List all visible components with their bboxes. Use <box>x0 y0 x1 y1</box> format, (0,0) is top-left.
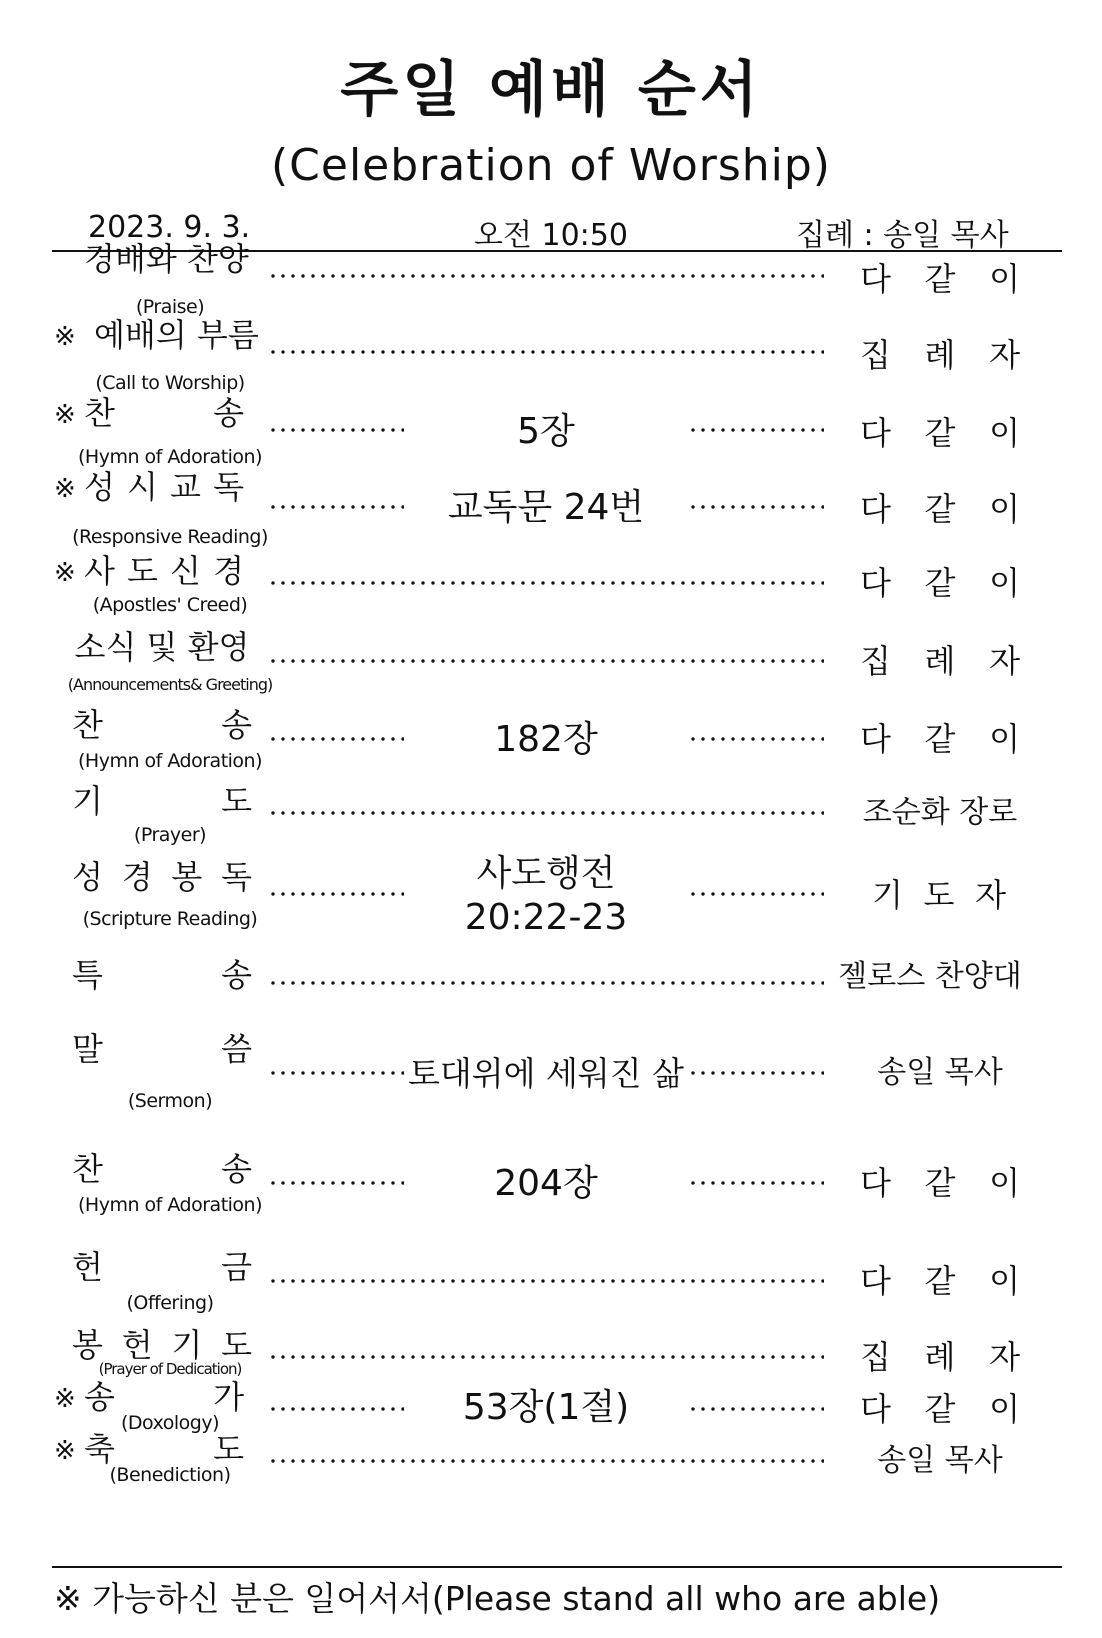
dotted-leader-left <box>268 736 404 742</box>
item-korean-name: 송 가 <box>84 1378 244 1416</box>
stand-mark: ※ <box>54 1384 76 1414</box>
item-english-name: (Call to Worship) <box>95 372 245 394</box>
dotted-leader-left <box>268 1070 404 1076</box>
dotted-leader-right <box>688 1180 824 1186</box>
order-row-responsive-reading <box>0 468 1102 548</box>
bottom-rule <box>52 1566 1062 1568</box>
stand-mark: ※ <box>54 1436 76 1466</box>
item-participant: 다 같 이 <box>860 564 1020 602</box>
order-row-special-song <box>0 956 1102 994</box>
order-row-hymn-1 <box>0 394 1102 468</box>
item-detail: 교독문 24번 <box>447 487 645 528</box>
item-detail-verse: 20:22-23 <box>464 897 628 938</box>
stand-mark: ※ <box>54 322 76 352</box>
item-korean-name: 기 도 <box>72 782 252 820</box>
item-participant: 다 같 이 <box>860 720 1020 758</box>
dotted-leader-left <box>268 891 404 897</box>
item-participant: 집 례 자 <box>860 642 1020 680</box>
item-english-name: (Responsive Reading) <box>72 526 268 548</box>
dotted-leader-left <box>268 504 404 510</box>
order-row-sermon <box>0 1030 1102 1112</box>
item-english-name: (Prayer of Dedication) <box>98 1360 242 1378</box>
item-english-name: (Praise) <box>135 296 205 318</box>
dotted-leader <box>268 1278 824 1284</box>
item-english-name: (Announcements& Greeting) <box>67 675 273 694</box>
item-korean-name: 봉 헌 기 도 <box>72 1326 252 1364</box>
item-korean-name: 경배와 찬양 <box>84 240 249 278</box>
item-korean-name: 말 씀 <box>72 1030 252 1068</box>
item-detail: 53장(1절) <box>462 1387 630 1428</box>
order-row-offering <box>0 1248 1102 1314</box>
item-participant: 다 같 이 <box>860 1164 1020 1202</box>
order-row-prayer-of-dedication <box>0 1326 1102 1378</box>
item-english-name: (Hymn of Adoration) <box>78 750 262 772</box>
order-row-benediction <box>0 1430 1102 1486</box>
dotted-leader <box>268 810 824 816</box>
dotted-leader-left <box>268 1180 404 1186</box>
dotted-leader-right <box>688 427 824 433</box>
order-row-prayer <box>0 782 1102 846</box>
service-date: 2023. 9. 3. <box>88 210 251 245</box>
item-korean-name: 축 도 <box>84 1430 244 1468</box>
item-participant: 송일 목사 <box>877 1443 1003 1478</box>
dotted-leader <box>268 580 824 586</box>
item-korean-name: 찬 송 <box>72 1150 252 1188</box>
item-english-name: (Benediction) <box>109 1464 231 1486</box>
order-row-hymn-2 <box>0 706 1102 772</box>
item-korean-name: 소식 및 환영 <box>74 628 250 666</box>
order-row-praise <box>0 240 1102 318</box>
dotted-leader-right <box>688 736 824 742</box>
page-subtitle: (Celebration of Worship) <box>271 140 831 191</box>
order-row-call-to-worship <box>0 316 1102 394</box>
stand-mark: ※ <box>54 474 76 504</box>
item-participant: 기 도 자 <box>872 876 1006 914</box>
stand-mark: ※ <box>54 558 76 588</box>
item-english-name: (Prayer) <box>133 824 207 846</box>
service-time: 오전 10:50 <box>474 218 628 253</box>
item-korean-name: 성 경 봉 독 <box>72 858 252 896</box>
item-detail: 204장 <box>494 1163 598 1204</box>
order-row-apostles-creed <box>0 552 1102 616</box>
dotted-leader <box>268 349 824 355</box>
item-detail: 토대위에 세워진 삶 <box>407 1054 684 1093</box>
dotted-leader <box>268 273 824 279</box>
dotted-leader-left <box>268 427 404 433</box>
item-participant: 송일 목사 <box>877 1055 1003 1090</box>
item-participant: 다 같 이 <box>860 414 1020 452</box>
item-korean-name: 특 송 <box>72 956 252 994</box>
dotted-leader-right <box>688 1070 824 1076</box>
order-row-announcements <box>0 628 1102 694</box>
item-participant: 집 례 자 <box>860 336 1020 374</box>
order-row-doxology <box>0 1378 1102 1434</box>
item-participant: 다 같 이 <box>860 1262 1020 1300</box>
item-english-name: (Hymn of Adoration) <box>78 1194 262 1216</box>
item-english-name: (Doxology) <box>121 1412 219 1434</box>
dotted-leader-left <box>268 1406 404 1412</box>
service-leader: 집례 : 송일 목사 <box>796 218 1009 253</box>
dotted-leader <box>268 1458 824 1464</box>
item-participant: 집 례 자 <box>860 1338 1020 1376</box>
stand-mark: ※ <box>54 400 76 430</box>
dotted-leader-right <box>688 891 824 897</box>
item-participant: 젤로스 찬양대 <box>838 959 1022 994</box>
item-participant: 다 같 이 <box>860 1390 1020 1428</box>
dotted-leader-right <box>688 1406 824 1412</box>
item-participant: 다 같 이 <box>860 490 1020 528</box>
item-participant: 조순화 장로 <box>862 795 1018 830</box>
item-detail: 사도행전 <box>476 853 616 894</box>
dotted-leader-right <box>688 504 824 510</box>
item-english-name: (Offering) <box>126 1292 214 1314</box>
item-korean-name: 찬 송 <box>72 706 252 744</box>
order-row-hymn-3 <box>0 1150 1102 1216</box>
item-participant: 다 같 이 <box>860 260 1020 298</box>
item-english-name: (Apostles' Creed) <box>92 594 248 616</box>
item-english-name: (Hymn of Adoration) <box>78 446 262 468</box>
item-detail: 5장 <box>517 411 575 452</box>
dotted-leader <box>268 658 824 664</box>
dotted-leader <box>268 980 824 986</box>
item-english-name: (Scripture Reading) <box>82 908 258 930</box>
item-korean-name: 예배의 부름 <box>94 316 259 354</box>
item-detail: 182장 <box>494 719 598 760</box>
item-korean-name: 사 도 신 경 <box>84 552 244 590</box>
item-korean-name: 찬 송 <box>84 394 244 432</box>
stand-note: ※ 가능하신 분은 일어서서(Please stand all who are able) <box>54 1579 941 1618</box>
item-english-name: (Sermon) <box>127 1090 213 1112</box>
item-korean-name: 성 시 교 독 <box>84 468 244 506</box>
order-row-scripture-reading <box>0 853 1102 938</box>
dotted-leader <box>268 1354 824 1360</box>
item-korean-name: 헌 금 <box>72 1248 252 1286</box>
page-title: 주일 예배 순서 <box>340 55 762 125</box>
